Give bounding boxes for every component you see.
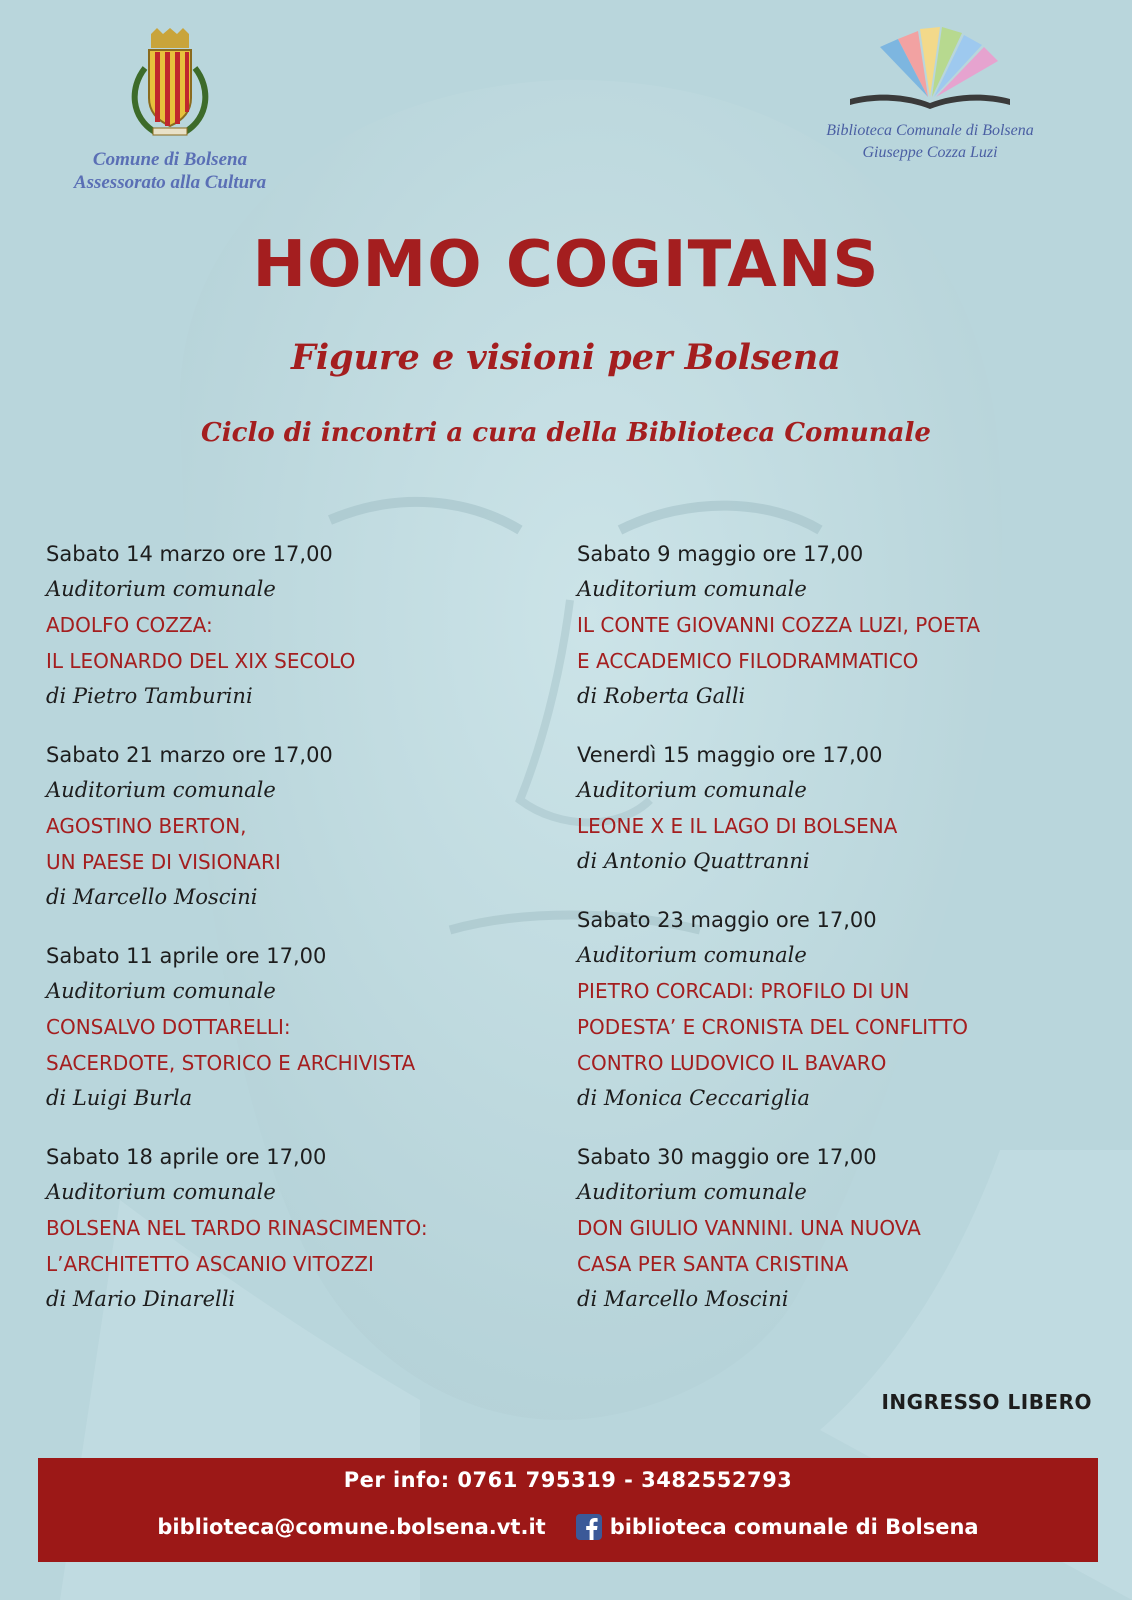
facebook-icon xyxy=(576,1514,602,1540)
event-item xyxy=(577,738,1122,879)
event-topic: CASA PER SANTA CRISTINA xyxy=(577,1252,849,1276)
event-item xyxy=(46,939,591,1116)
events-column-left xyxy=(46,537,591,1341)
event-speaker: di Antonio Quattranni xyxy=(577,849,810,873)
event-topic: ADOLFO COZZA: xyxy=(46,613,213,637)
free-admission-note: INGRESSO LIBERO xyxy=(881,1390,1092,1414)
event-speaker: di Marcello Moscini xyxy=(46,885,258,909)
municipality-name: Comune di Bolsena xyxy=(92,149,248,170)
facebook-link[interactable] xyxy=(576,1514,979,1540)
event-venue: Auditorium comunale xyxy=(46,1180,276,1204)
municipality-header xyxy=(30,28,310,194)
event-item xyxy=(577,537,1122,714)
event-topic: E ACCADEMICO FILODRAMMATICO xyxy=(577,649,919,673)
facebook-page-name: biblioteca comunale di Bolsena xyxy=(609,1515,979,1539)
event-speaker: di Luigi Burla xyxy=(46,1086,193,1110)
events-column-right xyxy=(577,537,1122,1341)
event-topic: IL LEONARDO DEL XIX SECOLO xyxy=(46,649,356,673)
event-venue: Auditorium comunale xyxy=(577,577,807,601)
poster-subtitle: Figure e visioni per Bolsena xyxy=(290,337,841,378)
library-name xyxy=(780,120,1080,164)
event-date: Venerdì 15 maggio ore 17,00 xyxy=(577,743,883,767)
library-name-line2: Giuseppe Cozza Luzi xyxy=(862,144,998,161)
contact-line xyxy=(38,1514,1098,1540)
open-book-logo xyxy=(840,25,1020,110)
event-topic: PIETRO CORCADI: PROFILO DI UN xyxy=(577,979,910,1003)
event-venue: Auditorium comunale xyxy=(46,778,276,802)
event-speaker: di Monica Ceccariglia xyxy=(577,1086,810,1110)
event-date: Sabato 14 marzo ore 17,00 xyxy=(46,542,333,566)
event-speaker: di Roberta Galli xyxy=(577,684,746,708)
event-topic: L’ARCHITETTO ASCANIO VITOZZI xyxy=(46,1252,374,1276)
event-speaker: di Marcello Moscini xyxy=(577,1287,789,1311)
event-date: Sabato 9 maggio ore 17,00 xyxy=(577,542,864,566)
event-date: Sabato 21 marzo ore 17,00 xyxy=(46,743,333,767)
event-topic: CONTRO LUDOVICO IL BAVARO xyxy=(577,1051,887,1075)
event-topic: CONSALVO DOTTARELLI: xyxy=(46,1015,291,1039)
event-venue: Auditorium comunale xyxy=(577,1180,807,1204)
event-topic: BOLSENA NEL TARDO RINASCIMENTO: xyxy=(46,1216,428,1240)
event-date: Sabato 30 maggio ore 17,00 xyxy=(577,1145,877,1169)
event-item xyxy=(577,1140,1122,1317)
culture-department: Assessorato alla Cultura xyxy=(73,172,267,193)
event-topic: PODESTA’ E CRONISTA DEL CONFLITTO xyxy=(577,1015,969,1039)
event-topic: UN PAESE DI VISIONARI xyxy=(46,850,281,874)
event-topic: IL CONTE GIOVANNI COZZA LUZI, POETA xyxy=(577,613,981,637)
info-phone: Per info: 0761 795319 - 3482552793 xyxy=(343,1468,793,1492)
event-date: Sabato 11 aprile ore 17,00 xyxy=(46,944,327,968)
event-item xyxy=(46,738,591,915)
poster-title: HOMO COGITANS xyxy=(252,228,880,302)
municipal-crest-logo xyxy=(115,28,225,148)
poster-tagline: Ciclo di incontri a cura della Biblioteca Comunale xyxy=(201,418,931,448)
info-footer xyxy=(38,1458,1098,1562)
event-item xyxy=(46,1140,591,1317)
event-date: Sabato 23 maggio ore 17,00 xyxy=(577,908,877,932)
event-venue: Auditorium comunale xyxy=(46,979,276,1003)
event-date: Sabato 18 aprile ore 17,00 xyxy=(46,1145,327,1169)
event-venue: Auditorium comunale xyxy=(46,577,276,601)
event-item xyxy=(46,537,591,714)
event-item xyxy=(577,903,1122,1116)
event-venue: Auditorium comunale xyxy=(577,943,807,967)
event-speaker: di Mario Dinarelli xyxy=(46,1287,236,1311)
event-topic: LEONE X E IL LAGO DI BOLSENA xyxy=(577,814,898,838)
library-header xyxy=(780,25,1080,164)
email-address[interactable]: biblioteca@comune.bolsena.vt.it xyxy=(157,1515,546,1539)
event-venue: Auditorium comunale xyxy=(577,778,807,802)
event-topic: DON GIULIO VANNINI. UNA NUOVA xyxy=(577,1216,921,1240)
event-topic: AGOSTINO BERTON, xyxy=(46,814,247,838)
library-name-line1: Biblioteca Comunale di Bolsena xyxy=(826,122,1034,139)
event-speaker: di Pietro Tamburini xyxy=(46,684,253,708)
event-topic: SACERDOTE, STORICO E ARCHIVISTA xyxy=(46,1051,416,1075)
